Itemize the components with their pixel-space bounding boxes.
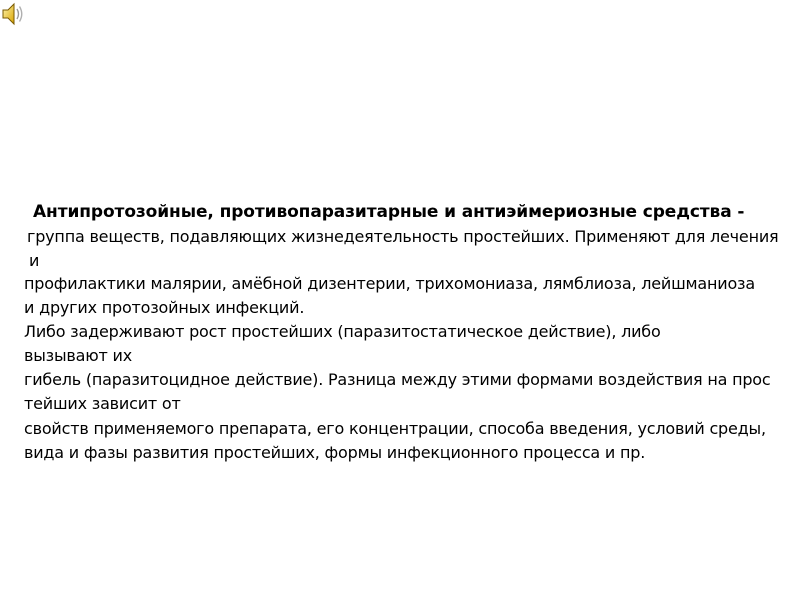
text-line-4: и других протозойных инфекций. [24,298,305,317]
slide-title: Антипротозойные, противопаразитарные и антиэймериозные средства - [33,202,745,222]
text-line-10: вида и фазы развития простейших, формы инфекционного процесса и пр. [24,443,646,462]
text-line-1: группа веществ, подавляющих жизнедеятельность простейших. Применяют для лечения [27,227,779,246]
text-line-8: тейших зависит от [24,394,181,413]
text-line-9: свойств применяемого препарата, его концентрации, способа введения, условий среды, [24,419,766,438]
text-line-6: вызывают их [24,346,132,365]
text-line-2: и [29,251,40,270]
text-line-5: Либо задерживают рост простейших (паразитостатическое действие), либо [24,322,661,341]
text-line-7: гибель (паразитоцидное действие). Разница между этими формами воздействия на прос [24,370,771,389]
text-line-3: профилактики малярии, амёбной дизентерии, трихомониаза, лямблиоза, лейшманиоза [24,274,755,293]
